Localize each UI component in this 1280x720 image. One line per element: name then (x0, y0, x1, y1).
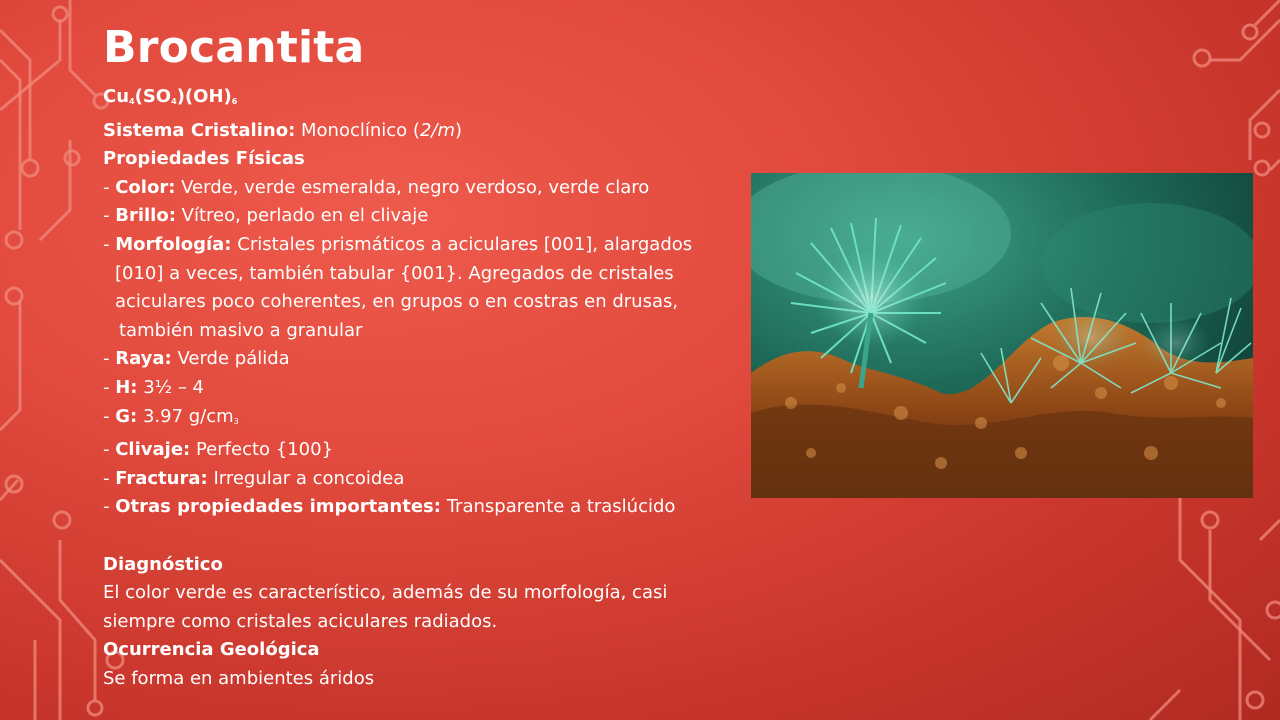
property-morphology: - Morfología: Cristales prismáticos a aciculares [001], alargados (103, 233, 693, 255)
chemical-formula: $Cu_4(SO_4)(OH)_6$ (103, 86, 238, 107)
property-gravity: - G: 3.97 $g/cm_3$ (103, 405, 239, 427)
crystal-system: Sistema Cristalino: Monoclínico (2/m) (103, 119, 463, 141)
occurrence-text: Se forma en ambientes áridos (103, 667, 375, 689)
property-cleavage: - Clivaje: Perfecto {100} (103, 439, 334, 461)
morphology-line-3: aciculares poco coherentes, en grupos o en costras en drusas, (115, 291, 679, 313)
diagnostic-heading: Diagnóstico (103, 553, 223, 575)
mineral-photo (751, 173, 1253, 498)
morphology-line-4: también masivo a granular (119, 319, 363, 341)
property-luster: - Brillo: Vítreo, perlado en el clivaje (103, 205, 429, 227)
property-fracture: - Fractura: Irregular a concoidea (103, 467, 405, 489)
mineral-description (103, 83, 743, 693)
property-color: - Color: Verde, verde esmeralda, negro verdoso, verde claro (103, 176, 650, 198)
diagnostic-line-2: siempre como cristales aciculares radiados. (103, 610, 498, 632)
spacer (103, 522, 743, 551)
property-streak: - Raya: Verde pálida (103, 348, 290, 370)
physical-properties-heading: Propiedades Físicas (103, 148, 305, 170)
slide-title: Brocantita (103, 22, 365, 73)
brochantite-crystals-image (751, 173, 1253, 498)
diagnostic-line-1: El color verde es característico, además de su morfología, casi (103, 582, 668, 604)
property-hardness: - H: 3½ – 4 (103, 376, 205, 398)
property-other: - Otras propiedades importantes: Transparente a traslúcido (103, 496, 676, 518)
morphology-line-2: [010] a veces, también tabular {001}. Agregados de cristales (115, 262, 674, 284)
occurrence-heading: Ocurrencia Geológica (103, 639, 320, 661)
